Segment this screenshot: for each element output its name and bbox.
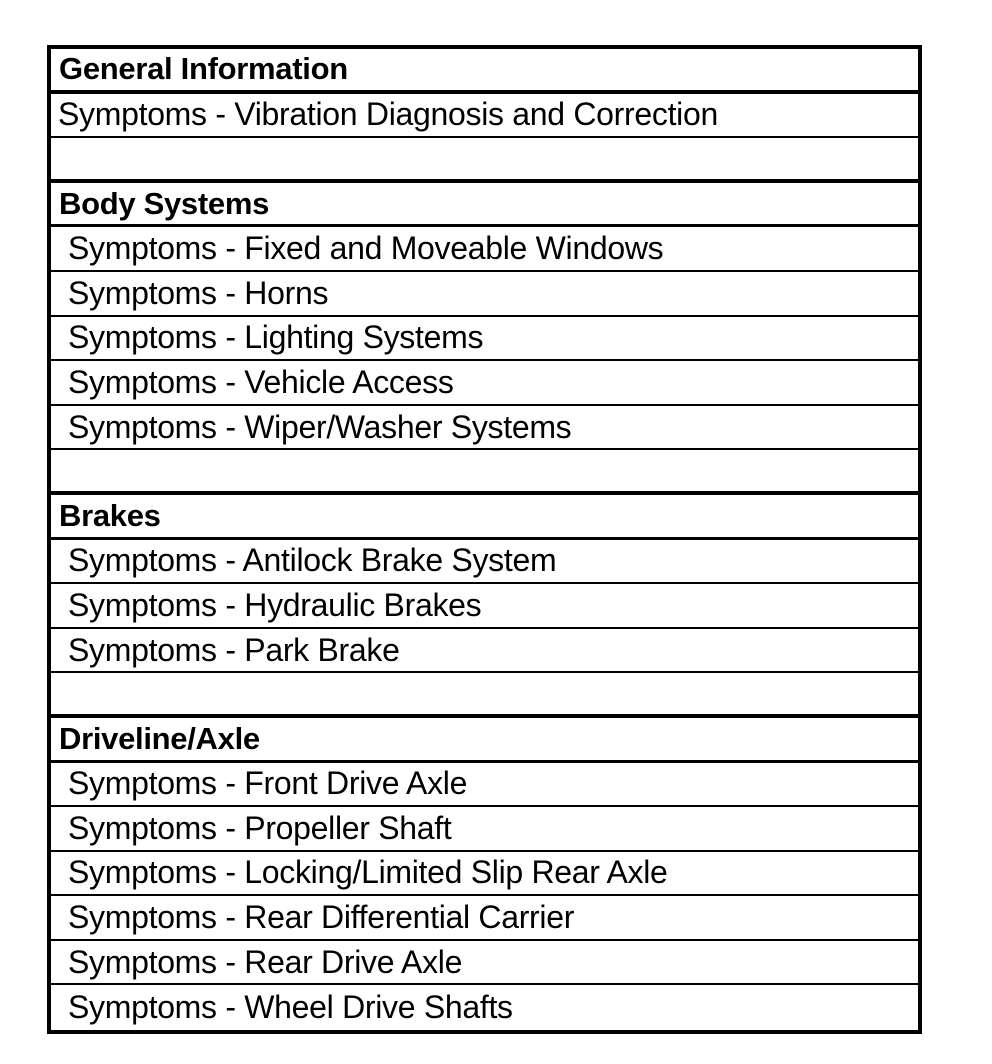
section-spacer — [51, 138, 918, 183]
link-hydraulic-brakes[interactable]: Symptoms - Hydraulic Brakes — [51, 584, 918, 629]
section-spacer — [51, 673, 918, 718]
section-heading-brakes: Brakes — [51, 495, 918, 540]
section-heading-general-information: General Information — [51, 49, 918, 94]
link-rear-drive-axle[interactable]: Symptoms - Rear Drive Axle — [51, 941, 918, 986]
link-locking-limited-slip-rear-axle[interactable]: Symptoms - Locking/Limited Slip Rear Axle — [51, 852, 918, 897]
link-horns[interactable]: Symptoms - Horns — [51, 272, 918, 317]
section-heading-body-systems: Body Systems — [51, 183, 918, 228]
link-fixed-moveable-windows[interactable]: Symptoms - Fixed and Moveable Windows — [51, 227, 918, 272]
link-park-brake[interactable]: Symptoms - Park Brake — [51, 629, 918, 674]
link-vibration-diagnosis[interactable]: Symptoms - Vibration Diagnosis and Correction — [51, 94, 918, 139]
symptom-index-table — [47, 45, 922, 1034]
link-wheel-drive-shafts[interactable]: Symptoms - Wheel Drive Shafts — [68, 989, 513, 1026]
link-vehicle-access[interactable]: Symptoms - Vehicle Access — [51, 361, 918, 406]
link-wiper-washer-systems[interactable]: Symptoms - Wiper/Washer Systems — [51, 406, 918, 451]
link-front-drive-axle[interactable]: Symptoms - Front Drive Axle — [51, 763, 918, 808]
link-propeller-shaft[interactable]: Symptoms - Propeller Shaft — [51, 807, 918, 852]
link-lighting-systems[interactable]: Symptoms - Lighting Systems — [51, 317, 918, 362]
section-spacer — [51, 450, 918, 495]
link-antilock-brake-system[interactable]: Symptoms - Antilock Brake System — [51, 540, 918, 585]
section-heading-driveline-axle: Driveline/Axle — [51, 718, 918, 763]
link-rear-differential-carrier[interactable]: Symptoms - Rear Differential Carrier — [51, 896, 918, 941]
